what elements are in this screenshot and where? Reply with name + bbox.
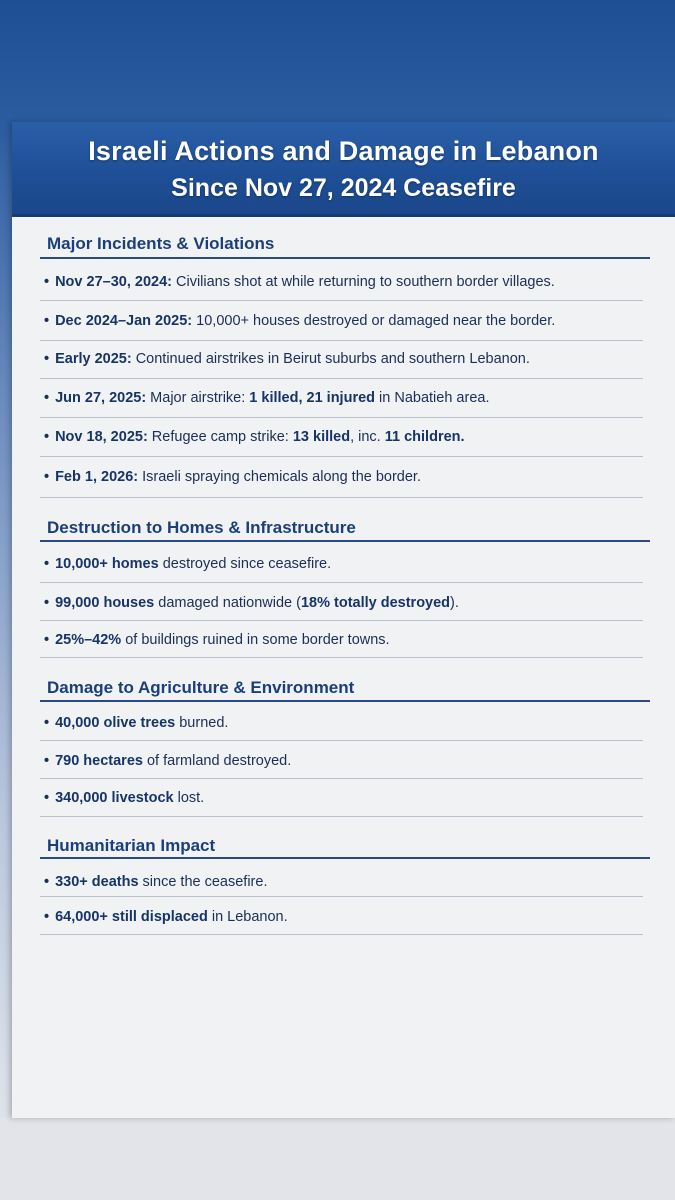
list-item bbox=[44, 790, 204, 806]
list-item bbox=[44, 632, 390, 648]
section-title-humanitarian: Humanitarian Impact bbox=[47, 836, 216, 855]
infographic-card bbox=[12, 122, 675, 1118]
bullet-icon: • bbox=[44, 313, 50, 329]
item-text: 10,000+ houses destroyed or damaged near the border. bbox=[192, 313, 556, 329]
bullet-icon: • bbox=[44, 595, 50, 611]
list-item bbox=[44, 753, 291, 769]
item-text: destroyed since ceasefire. bbox=[158, 556, 332, 572]
list-item bbox=[44, 274, 555, 290]
row-divider bbox=[40, 417, 643, 418]
item-text: ). bbox=[450, 595, 459, 611]
bullet-icon: • bbox=[44, 909, 50, 925]
item-label: 18% totally destroyed bbox=[300, 595, 451, 611]
bullet-icon: • bbox=[44, 632, 50, 648]
item-label: 99,000 houses bbox=[55, 595, 155, 611]
item-text: since the ceasefire. bbox=[138, 874, 268, 890]
item-text: of buildings ruined in some border towns. bbox=[121, 632, 390, 648]
row-divider bbox=[40, 456, 643, 457]
item-text: Refugee camp strike: bbox=[147, 429, 293, 445]
section-divider bbox=[40, 257, 650, 259]
item-text: lost. bbox=[173, 790, 205, 806]
title-banner bbox=[12, 122, 675, 217]
row-divider bbox=[40, 934, 643, 935]
list-item bbox=[44, 429, 465, 445]
item-label: 11 children. bbox=[384, 429, 465, 445]
row-divider bbox=[40, 657, 643, 658]
list-item bbox=[44, 715, 228, 731]
bullet-icon: • bbox=[44, 715, 50, 731]
item-text: Civilians shot at while returning to southern border villages. bbox=[171, 274, 555, 290]
item-text: of farmland destroyed. bbox=[142, 753, 292, 769]
item-label: 40,000 olive trees bbox=[55, 715, 176, 731]
row-divider bbox=[40, 896, 643, 897]
list-item bbox=[44, 351, 530, 367]
bullet-icon: • bbox=[44, 753, 50, 769]
section-title-homes: Destruction to Homes & Infrastructure bbox=[47, 518, 356, 537]
row-divider bbox=[40, 816, 643, 817]
section-divider bbox=[40, 700, 650, 702]
item-label: Early 2025: bbox=[55, 351, 132, 367]
list-item bbox=[44, 595, 459, 611]
item-label: 25%–42% bbox=[55, 632, 122, 648]
item-label: 1 killed, 21 injured bbox=[249, 390, 376, 406]
item-label: 64,000+ still displaced bbox=[55, 909, 208, 925]
bullet-icon: • bbox=[44, 874, 50, 890]
title-line-1: Israeli Actions and Damage in Lebanon bbox=[88, 136, 599, 166]
bullet-icon: • bbox=[44, 390, 50, 406]
item-text: Israeli spraying chemicals along the border. bbox=[138, 469, 421, 485]
section-title-incidents: Major Incidents & Violations bbox=[47, 234, 275, 253]
list-item bbox=[44, 469, 421, 485]
section-title-agriculture: Damage to Agriculture & Environment bbox=[47, 678, 355, 697]
item-text: in Lebanon. bbox=[207, 909, 288, 925]
list-item bbox=[44, 313, 555, 329]
bullet-icon: • bbox=[44, 469, 50, 485]
item-text: in Nabatieh area. bbox=[375, 390, 490, 406]
section-divider bbox=[40, 540, 650, 542]
item-text: Major airstrike: bbox=[146, 390, 250, 406]
item-text: burned. bbox=[175, 715, 229, 731]
item-label: Nov 18, 2025: bbox=[55, 429, 148, 445]
row-divider bbox=[40, 497, 643, 498]
item-label: 330+ deaths bbox=[55, 874, 139, 890]
item-label: Feb 1, 2026: bbox=[55, 469, 139, 485]
row-divider bbox=[40, 582, 643, 583]
row-divider bbox=[40, 340, 643, 341]
item-label: Nov 27–30, 2024: bbox=[55, 274, 172, 290]
row-divider bbox=[40, 300, 643, 301]
list-item bbox=[44, 556, 331, 572]
bullet-icon: • bbox=[44, 351, 50, 367]
bullet-icon: • bbox=[44, 556, 50, 572]
item-label: 10,000+ homes bbox=[55, 556, 159, 572]
bottom-background bbox=[0, 1118, 675, 1200]
item-label: Dec 2024–Jan 2025: bbox=[55, 313, 193, 329]
item-text: , inc. bbox=[350, 429, 385, 445]
list-item bbox=[44, 874, 267, 890]
row-divider bbox=[40, 620, 643, 621]
section-divider bbox=[40, 857, 650, 859]
list-item bbox=[44, 909, 288, 925]
item-label: 790 hectares bbox=[55, 753, 143, 769]
item-label: Jun 27, 2025: bbox=[55, 390, 147, 406]
row-divider bbox=[40, 778, 643, 779]
title-line-2: Since Nov 27, 2024 Ceasefire bbox=[171, 174, 516, 202]
bullet-icon: • bbox=[44, 429, 50, 445]
item-text: damaged nationwide ( bbox=[154, 595, 301, 611]
list-item bbox=[44, 390, 489, 406]
item-label: 13 killed bbox=[292, 429, 351, 445]
bullet-icon: • bbox=[44, 790, 50, 806]
row-divider bbox=[40, 740, 643, 741]
row-divider bbox=[40, 378, 643, 379]
item-label: 340,000 livestock bbox=[55, 790, 174, 806]
item-text: Continued airstrikes in Beirut suburbs and southern Lebanon. bbox=[131, 351, 530, 367]
bullet-icon: • bbox=[44, 274, 50, 290]
